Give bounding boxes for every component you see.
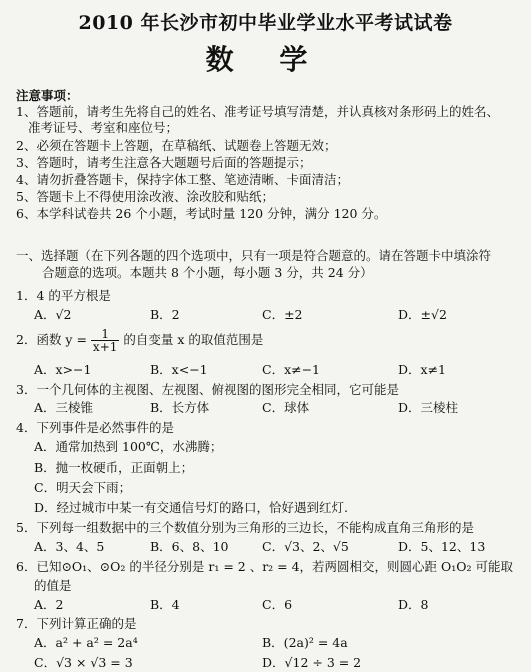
question-2-option-b: B．x<−1	[150, 362, 208, 377]
question-3-option-c: C．球体	[262, 400, 310, 415]
question-2-option-a: A．x>−1	[34, 362, 92, 377]
question-7-option-a: A．a² + a² = 2a⁴	[34, 635, 138, 650]
question-4-option-c: C．明天会下雨；	[34, 480, 132, 495]
question-3-option-d: D．三棱柱	[398, 400, 459, 415]
question-6-option-b: B．4	[150, 597, 180, 612]
question-4-option-a: A．通常加热到 100℃，水沸腾；	[34, 439, 223, 454]
exam-title: 2010 年长沙市初中毕业学业水平考试试卷	[78, 12, 453, 34]
notice-heading: 注意事项：	[16, 88, 79, 103]
question-6-option-c: C．6	[262, 597, 293, 612]
notice-item-4: 4、请勿折叠答题卡，保持字体工整、笔迹清晰、卡面清洁；	[16, 172, 349, 187]
question-3-option-b: B．长方体	[150, 400, 210, 415]
question-5-option-c: C．√3、2、√5	[262, 539, 349, 554]
question-4-stem: 4．下列事件是必然事件的是	[16, 420, 174, 435]
question-2-fraction	[91, 328, 119, 353]
notice-item-1: 1、答题前，请考生先将自己的姓名、准考证号填写清楚，并认真核对条形码上的姓名、	[16, 104, 499, 119]
question-1-stem: 1．4 的平方根是	[16, 288, 111, 303]
section-heading: 一、选择题（在下列各题的四个选项中，只有一项是符合题意的。请在答题卡中填涂符	[16, 248, 492, 263]
question-1-option-d: D．±√2	[398, 307, 447, 322]
question-5-option-d: D．5、12、13	[398, 539, 486, 554]
question-7-option-d: D．√12 ÷ 3 = 2	[262, 655, 362, 670]
question-5-stem: 5．下列每一组数据中的三个数值分别为三角形的三边长，不能构成直角三角形的是	[16, 520, 474, 535]
question-3-stem: 3．一个几何体的主视图、左视图、俯视图的图形完全相同，它可能是	[16, 382, 399, 397]
question-7-stem: 7．下列计算正确的是	[16, 616, 137, 631]
question-6-stem-cont: 的值是	[34, 578, 72, 593]
notice-item-6: 6、本学科试卷共 26 个小题，考试时量 120 分钟，满分 120 分。	[16, 206, 387, 221]
question-4-option-b: B．抛一枚硬币，正面朝上；	[34, 460, 194, 475]
question-6-option-d: D．8	[398, 597, 429, 612]
question-2-option-d: D．x≠1	[398, 362, 446, 377]
question-2-stem-pre: 2．函数 y =	[16, 332, 91, 347]
question-3-option-a: A．三棱锥	[34, 400, 94, 415]
question-6-stem: 6．已知⊙O₁、⊙O₂ 的半径分别是 r₁ = 2 、r₂ = 4，若两圆相交，则圆心距 O₁O₂ 可能取	[16, 559, 514, 574]
fraction-numerator: 1	[91, 328, 119, 341]
question-2-stem-post: 的自变量 x 的取值范围是	[119, 332, 264, 347]
question-4-option-d: D．经过城市中某一有交通信号灯的路口，恰好遇到红灯.	[34, 500, 348, 515]
notice-item-5: 5、答题卡上不得使用涂改液、涂改胶和贴纸；	[16, 189, 274, 204]
question-1-option-c: C．±2	[262, 307, 303, 322]
question-1-option-b: B．2	[150, 307, 180, 322]
question-7-option-b: B．(2a)² = 4a	[262, 635, 348, 650]
question-2-stem	[16, 328, 263, 353]
subject-title: 数 学	[205, 43, 326, 76]
question-1-option-a: A．√2	[34, 307, 72, 322]
notice-item-2: 2、必须在答题卡上答题，在草稿纸、试题卷上答题无效；	[16, 138, 337, 153]
question-6-option-a: A．2	[34, 597, 64, 612]
question-2-option-c: C．x≠−1	[262, 362, 321, 377]
fraction-denominator: x+1	[92, 340, 118, 354]
question-5-option-b: B．6、8、10	[150, 539, 229, 554]
notice-item-1-cont: 准考证号、考室和座位号；	[28, 120, 179, 135]
section-heading-cont: 合题意的选项。本题共 8 个小题，每小题 3 分，共 24 分）	[42, 265, 373, 280]
question-7-option-c: C．√3 × √3 = 3	[34, 655, 133, 670]
notice-item-3: 3、答题时，请考生注意各大题题号后面的答题提示；	[16, 155, 312, 170]
question-5-option-a: A．3、4、5	[34, 539, 105, 554]
